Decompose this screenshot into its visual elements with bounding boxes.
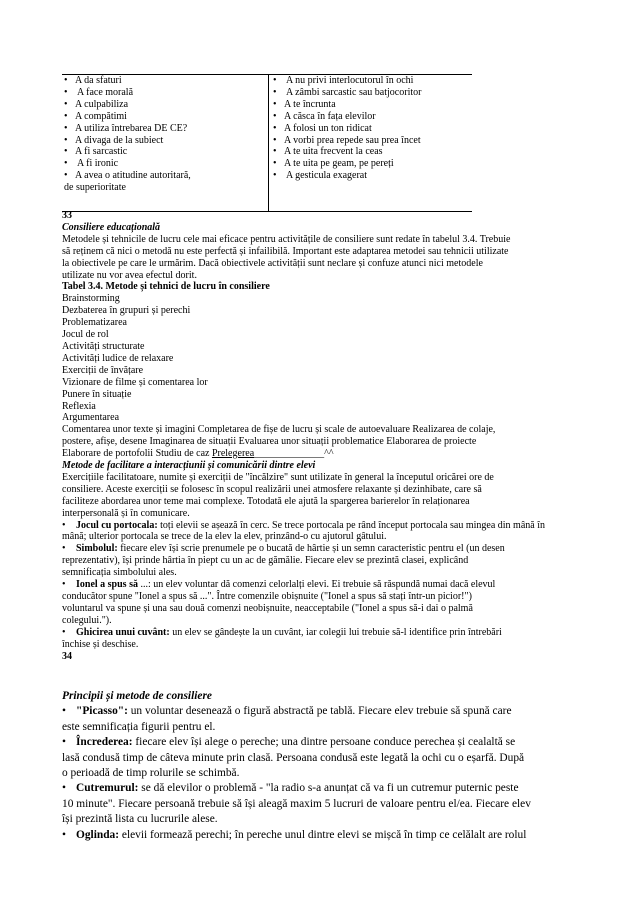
- paragraph-line: închise și deschise.: [62, 638, 139, 650]
- table-item: • A zâmbi sarcastic sau batjocoritor: [273, 86, 422, 98]
- paragraph-line: interpersonală și în comunicare.: [62, 507, 190, 519]
- paragraph-line: reprezentativ), își prinde hârtia în piept cu un ac de gămălie. Fiecare elev se prezintă clasei, explicând: [62, 555, 469, 567]
- table-item: • A vorbi prea repede sau prea încet: [273, 134, 421, 146]
- behaviors-table: [62, 74, 472, 212]
- table-item-wrap: de superioritate: [64, 182, 126, 194]
- exercise-item: • "Picasso": un voluntar desenează o figură abstractă pe tablă. Fiecare elev trebuie să spună care: [62, 705, 512, 718]
- method-item: Reflexia: [62, 400, 96, 412]
- paragraph-line: voluntarul va spune și una sau două comenzi neobișnuite, neacceptabile ("Ionel a spus să-i dai o palmă: [62, 602, 473, 614]
- table-item: • A folosi un ton ridicat: [273, 122, 372, 134]
- table-item: • A fi sarcastic: [64, 146, 128, 158]
- table-item: • A nu privi interlocutorul în ochi: [273, 75, 414, 86]
- exercise-item: • Ghicirea unui cuvânt: un elev se gândește la un cuvânt, iar colegii lui trebuie să-l identifice prin întrebări: [62, 626, 502, 638]
- method-item: Punere în situație: [62, 388, 132, 400]
- table-item: • A avea o atitudine autoritară,: [64, 170, 191, 182]
- paragraph-line: să reținem că nici o metodă nu este perfectă și infailibilă. Important este adaptarea metodei sau tehnicii utilizate: [62, 245, 509, 257]
- section-title: Metode de facilitare a interacțiunii și comunicării dintre elevi: [62, 460, 316, 472]
- paragraph-line: mână; ulterior portocala se trece de la elev la elev, prinzând-o cu ajutorul gâtului.: [62, 531, 387, 543]
- table-right-column: [268, 75, 473, 211]
- paragraph-line: faciliteze abordarea unor teme mai complexe. Totodată ele ajută la spargerea barierelor în relaționarea: [62, 495, 470, 507]
- method-item: Activități ludice de relaxare: [62, 352, 174, 364]
- paragraph-line: Metodele și tehnicile de lucru cele mai eficace pentru activitățile de consiliere sunt redate în tabelul 3.4. Trebuie: [62, 233, 511, 245]
- paragraph-line: Elaborare de portofolii Studiu de caz Prelegerea______________^^: [62, 448, 334, 460]
- exercise-item: • Ionel a spus să ...: un elev voluntar dă comenzi celorlalți elevi. Ei trebuie să răspundă numai dacă elevul: [62, 579, 496, 591]
- paragraph-line: la obiectivele pe care le urmărim. Dacă obiectivele activității sunt neclare și confuze atunci nici metodele: [62, 257, 483, 269]
- page-number: 34: [62, 650, 72, 662]
- paragraph-line: postere, afișe, desene Imaginarea de situații Evaluarea unor situații problematice Elaborarea de proiecte: [62, 436, 477, 448]
- prelegerea-link: Prelegerea: [211, 448, 255, 460]
- paragraph-line: semnificația simbolului ales.: [62, 567, 177, 579]
- table-item: • A te uita frecvent la ceas: [273, 146, 383, 158]
- table-item: • A te încrunta: [273, 98, 336, 110]
- table-item: • A te uita pe geam, pe pereți: [273, 158, 394, 170]
- paragraph-line: o perioadă de timp rolurile se schimbă.: [62, 767, 240, 780]
- body-block-2: [62, 689, 572, 843]
- paragraph-line: conducător spune "Ionel a spus să ...". Între comenzile obișnuite ("Ionel a spus să stați într-un picior!"): [62, 591, 472, 602]
- method-item: Problematizarea: [62, 317, 127, 329]
- method-item: Dezbaterea în grupuri și perechi: [62, 305, 191, 317]
- table-left-column: [62, 75, 266, 194]
- method-item: Vizionare de filme și comentarea lor: [62, 376, 208, 388]
- exercise-item: • Simbolul: fiecare elev își scrie prenumele pe o bucată de hârtie și un semn caracteristic pentru el (un desen: [62, 543, 505, 555]
- paragraph-line: Exercițiile facilitatoare, numite și exerciții de "încălzire" sunt utilizate în general la începutul oricărei ore de: [62, 471, 494, 483]
- paragraph-line: este semnificația figurii pentru el.: [62, 720, 216, 733]
- paragraph-line: utilizate nu vor avea efectul dorit.: [62, 269, 197, 281]
- table-item: • A căsca în fața elevilor: [273, 110, 376, 122]
- table-item: • A face morală: [64, 86, 134, 98]
- method-item: Brainstorming: [62, 293, 120, 305]
- section-title: Principii și metode de consiliere: [62, 690, 212, 702]
- table-item: • A gesticula exagerat: [273, 170, 368, 182]
- page-number: 33: [62, 210, 72, 221]
- paragraph-line: colegului.").: [62, 614, 112, 626]
- table-item: • A fi ironic: [64, 158, 119, 170]
- table-item: • A utiliza întrebarea DE CE?: [64, 122, 188, 134]
- paragraph-line: lasă condusă timp de câteva minute prin clasă. Persoana condusă este legată la ochi cu o eșarfă. După: [62, 751, 525, 764]
- exercise-item: • Jocul cu portocala: toți elevii se așează în cerc. Se trece portocala pe rând început portocala sau mingea din mână în: [62, 519, 545, 531]
- body-block-1: [62, 210, 572, 662]
- table-item: • A compătimi: [64, 110, 127, 122]
- paragraph-line: 10 minute". Fiecare persoană trebuie să își aleagă maxim 5 lucruri de valoare pentru el/ea. Fiecare elev: [62, 797, 531, 810]
- table-item: • A divaga de la subiect: [64, 134, 164, 146]
- method-item: Jocul de rol: [62, 329, 109, 341]
- paragraph-line: consiliere. Aceste exerciții se folosesc în scopul realizării unei atmosfere relaxante și dezinhibate, care să: [62, 483, 482, 495]
- method-item: Argumentarea: [62, 412, 120, 424]
- table-item: • A culpabiliza: [64, 98, 129, 110]
- paragraph-line: își prezintă lista cu lucrurile alese.: [62, 813, 218, 826]
- table-item: • A da sfaturi: [64, 75, 122, 86]
- exercise-item: • Cutremurul: se dă elevilor o problemă - "la radio s-a anunțat că va fi un cutremur puternic peste: [62, 782, 519, 795]
- table-caption: Tabel 3.4. Metode și tehnici de lucru în consiliere: [62, 281, 270, 293]
- section-title: Consiliere educațională: [62, 221, 161, 233]
- method-item: Activități structurate: [62, 340, 145, 352]
- exercise-item: • Încrederea: fiecare elev își alege o pereche; una dintre persoane conduce perechea și cealaltă se: [62, 736, 516, 749]
- exercise-item: • Oglinda: elevii formează perechi; în pereche unul dintre elevi se mișcă în timp ce celălalt are rolul: [62, 828, 527, 841]
- method-item: Exerciții de învățare: [62, 364, 144, 376]
- paragraph-line: Comentarea unor texte și imagini Completarea de fișe de lucru și scale de autoevaluare Realizarea de colaje,: [62, 424, 496, 436]
